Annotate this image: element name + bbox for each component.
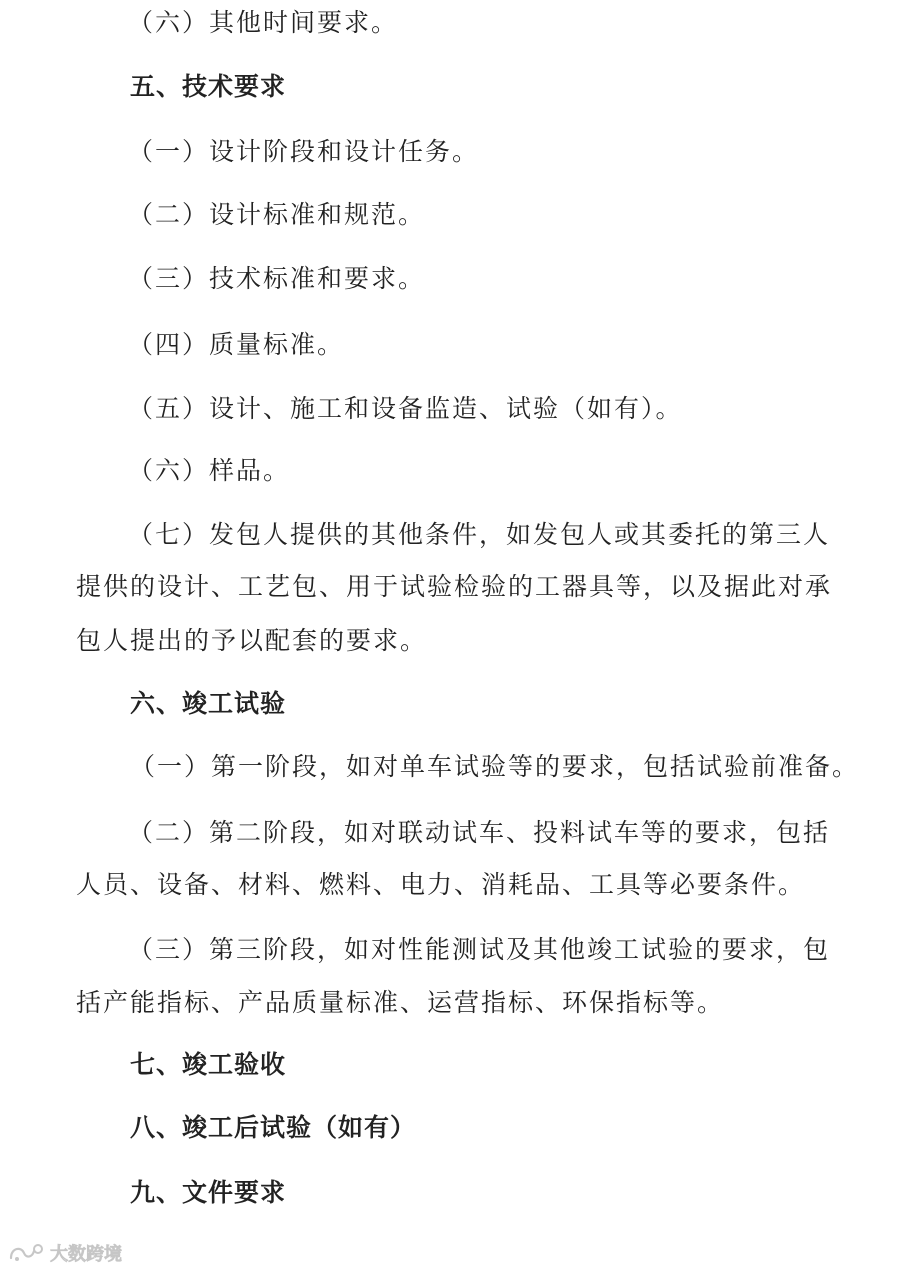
brand-logo-icon [8,1242,46,1264]
subitem-7-contractor-conditions-line3: 包人提出的予以配套的要求。 [76,626,428,655]
subitem-2-second-stage-line2: 人员、设备、材料、燃料、电力、消耗品、工具等必要条件。 [76,870,806,899]
watermark-text: 大数跨境 [50,1244,122,1265]
watermark [8,1240,122,1266]
subitem-2-design-standards: （二）设计标准和规范。 [128,200,426,229]
subitem-7-contractor-conditions-line1: （七）发包人提供的其他条件，如发包人或其委托的第三人 [128,520,831,549]
subitem-4-quality-standards: （四）质量标准。 [128,330,345,359]
subitem-1-design-stages: （一）设计阶段和设计任务。 [128,137,480,166]
subitem-6-samples: （六）样品。 [128,456,291,485]
section-7-completion-acceptance: 七、竣工验收 [130,1050,287,1079]
section-6-completion-tests: 六、竣工试验 [130,689,287,718]
section-9-document-requirements: 九、文件要求 [130,1178,287,1207]
subitem-5-design-construction-supervision: （五）设计、施工和设备监造、试验（如有）。 [128,394,683,423]
subitem-3-technical-standards: （三）技术标准和要求。 [128,264,426,293]
section-8-post-completion-tests: 八、竣工后试验（如有） [130,1113,417,1142]
subitem-6-other-time-requirements: （六）其他时间要求。 [128,8,399,37]
subitem-3-third-stage-line2: 括产能指标、产品质量标准、运营指标、环保指标等。 [76,988,725,1017]
section-5-technical-requirements: 五、技术要求 [130,72,287,101]
subitem-2-second-stage-line1: （二）第二阶段，如对联动试车、投料试车等的要求，包括 [128,818,831,847]
subitem-1-first-stage: （一）第一阶段，如对单车试验等的要求，包括试验前准备。 [130,752,860,781]
subitem-3-third-stage-line1: （三）第三阶段，如对性能测试及其他竣工试验的要求，包 [128,935,831,964]
subitem-7-contractor-conditions-line2: 提供的设计、工艺包、用于试验检验的工器具等，以及据此对承 [76,572,833,601]
